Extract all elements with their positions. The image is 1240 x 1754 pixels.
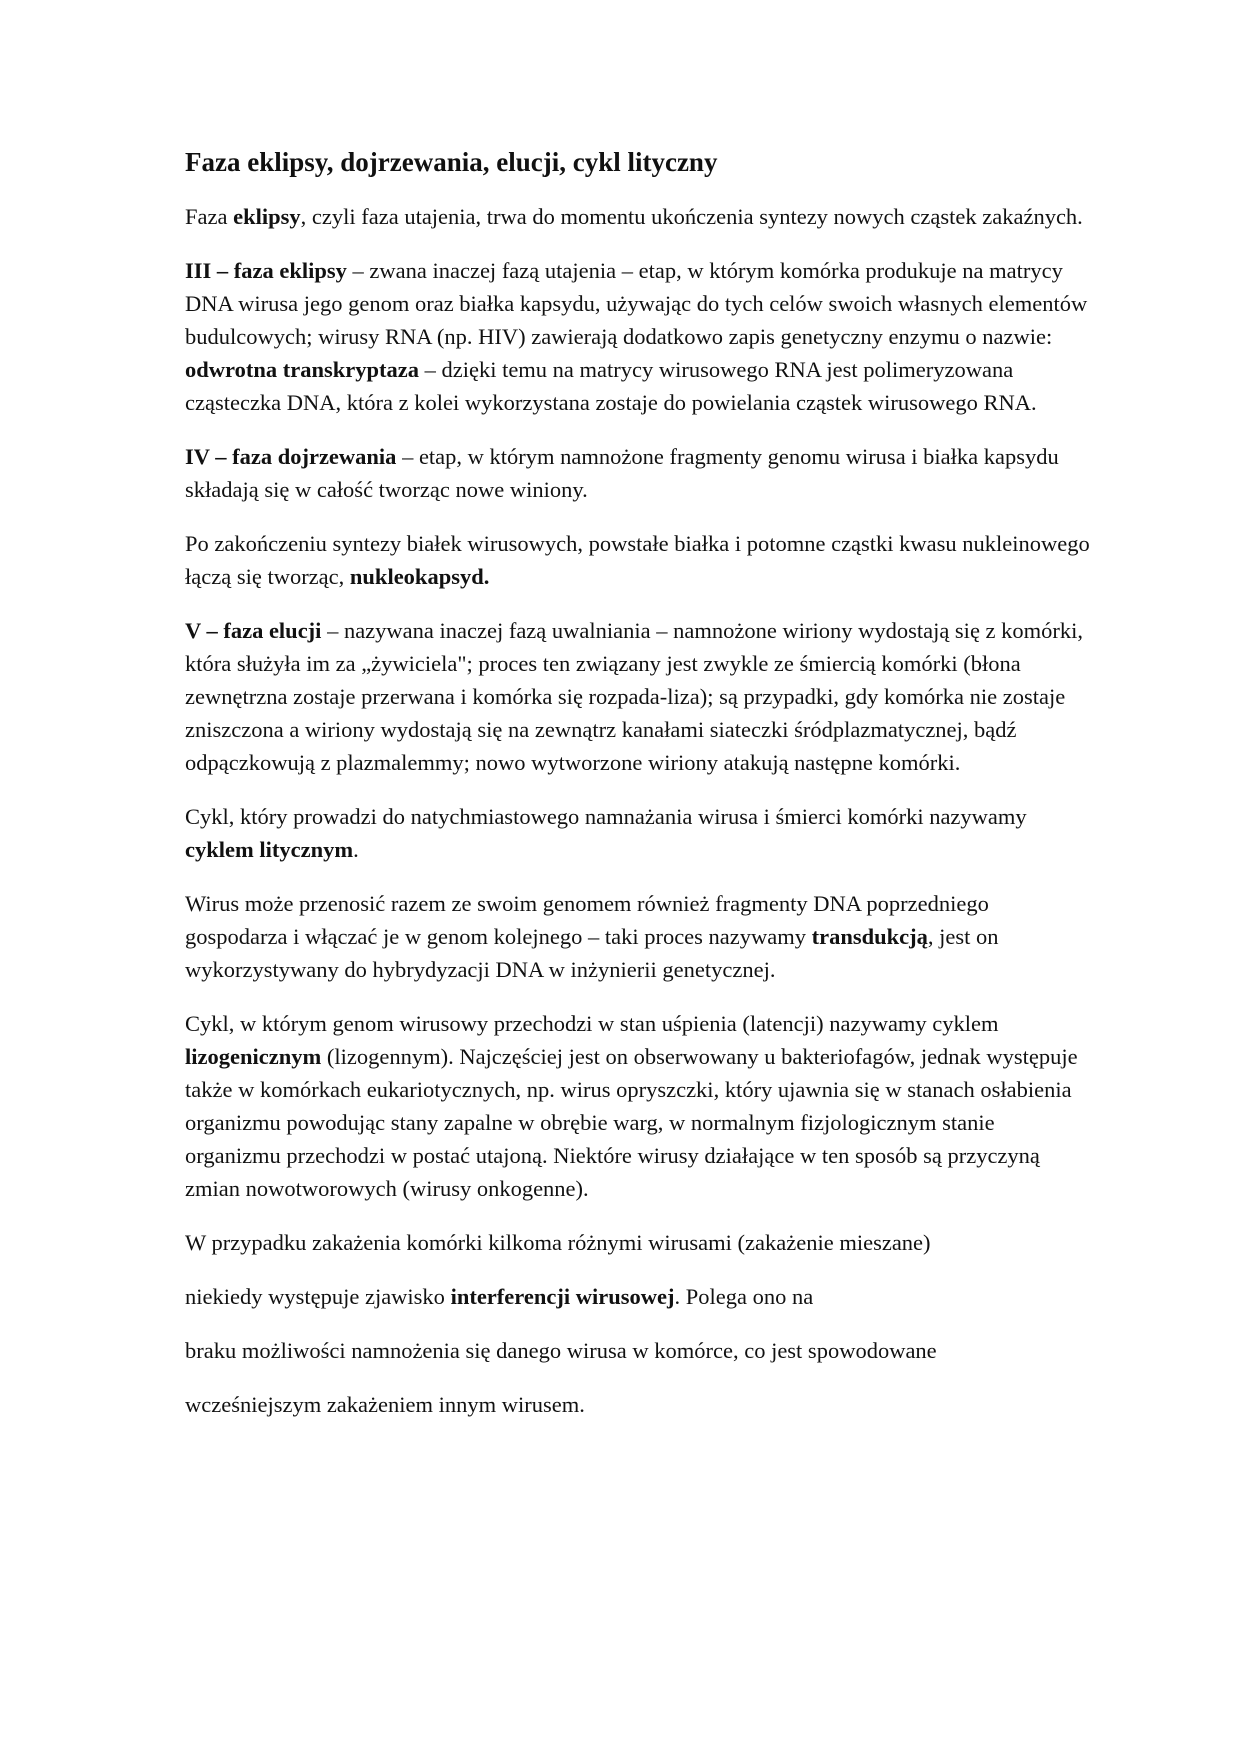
text: – etap, w którym namnożone fragmenty genomu wirusa i białka kapsydu składają się w całość tworząc nowe winiony.: [185, 444, 1059, 503]
paragraph-lysogenic-cycle: [185, 1007, 1095, 1205]
paragraph-lytic-cycle: [185, 800, 1095, 866]
heading-phase-four: IV – faza dojrzewania: [185, 444, 397, 470]
paragraph-transduction: [185, 887, 1095, 986]
paragraph-interference-end: wcześniejszym zakażeniem innym wirusem.: [185, 1392, 585, 1418]
text: Faza: [185, 204, 234, 230]
text: , jest on wykorzystywany do hybrydyzacji DNA w inżynierii genetycznej.: [185, 924, 999, 983]
paragraph-phase-five: [185, 614, 1095, 779]
paragraph-interference-cont: braku możliwości namnożenia się danego wirusa w komórce, co jest spowodowane: [185, 1338, 937, 1364]
term-lytic-cycle: cyklem litycznym: [185, 837, 354, 863]
text: – nazywana inaczej fazą uwalniania – namnożone wiriony wydostają się z komórki, która służyła im za „żywiciela"; proces ten związany jest zwykle ze śmiercią komórki (błona zewnętrzna zostaje przerwana i komórka się rozpada-liza); są przypadki, gdy komórka nie zostaje zniszczona a wiriony wydostają się na zewnątrz kanałami siateczki śródplazmatycznej, bądź odpączkowują z plazmalemmy; nowo wytworzone wiriony atakują następne komórki.: [185, 618, 1084, 776]
text: niekiedy występuje zjawisko: [185, 1284, 451, 1310]
text: .: [353, 837, 359, 863]
paragraph-nucleocapsid: [185, 527, 1095, 593]
paragraph-interference: [185, 1280, 1095, 1313]
text: Cykl, w którym genom wirusowy przechodzi w stan uśpienia (latencji) nazywamy cyklem: [185, 1011, 999, 1037]
text: – dzięki temu na matrycy wirusowego RNA jest polimeryzowana cząsteczka DNA, która z kolei wykorzystana zostaje do powielania cząstek wirusowego RNA.: [185, 357, 1037, 416]
text: Wirus może przenosić razem ze swoim genomem również fragmenty DNA poprzedniego gospodarza i włączać je w genom kolejnego – taki proces nazywamy: [185, 891, 989, 950]
term-nucleocapsid: nukleokapsyd.: [349, 564, 490, 590]
document-title: Faza eklipsy, dojrzewania, elucji, cykl lityczny: [185, 147, 718, 177]
text: Po zakończeniu syntezy białek wirusowych, powstałe białka i potomne cząstki kwasu nukleinowego łączą się tworząc,: [185, 531, 1090, 590]
paragraph-mixed-infection: W przypadku zakażenia komórki kilkoma różnymi wirusami (zakażenie mieszane): [185, 1230, 931, 1256]
term-eklipsy: eklipsy: [233, 204, 301, 230]
text: (lizogennym). Najczęściej jest on obserwowany u bakteriofagów, jednak występuje także w komórkach eukariotycznych, np. wirus opryszczki, który ujawnia się w stanach osłabienia organizmu powodując stany zapalne w obrębie warg, w normalnym fizjologicznym stanie organizmu przechodzi w postać utajoną. Niektóre wirusy działające w ten sposób są przyczyną zmian nowotworowych (wirusy onkogenne).: [185, 1044, 1078, 1202]
heading-phase-five: V – faza elucji: [185, 618, 322, 644]
text: Cykl, który prowadzi do natychmiastowego namnażania wirusa i śmierci komórki nazywamy: [185, 804, 1027, 830]
document-body: [185, 146, 1095, 1442]
term-viral-interference: interferencji wirusowej: [450, 1284, 675, 1310]
term-reverse-transcriptase: odwrotna transkryptaza: [185, 357, 419, 383]
paragraph-phase-four: [185, 440, 1095, 506]
heading-phase-three: III – faza eklipsy: [185, 258, 347, 284]
text: . Polega ono na: [674, 1284, 814, 1310]
term-lysogenic: lizogenicznym: [185, 1044, 322, 1070]
text: – zwana inaczej fazą utajenia – etap, w którym komórka produkuje na matrycy DNA wirusa jego genom oraz białka kapsydu, używając do tych celów swoich własnych elementów budulcowych; wirusy RNA (np. HIV) zawierają dodatkowo zapis genetyczny enzymu o nazwie:: [185, 258, 1088, 350]
paragraph-eclipse-intro: [185, 200, 1095, 233]
text: , czyli faza utajenia, trwa do momentu ukończenia syntezy nowych cząstek zakaźnych.: [300, 204, 1083, 230]
paragraph-phase-three: [185, 254, 1095, 419]
term-transduction: transdukcją: [811, 924, 928, 950]
